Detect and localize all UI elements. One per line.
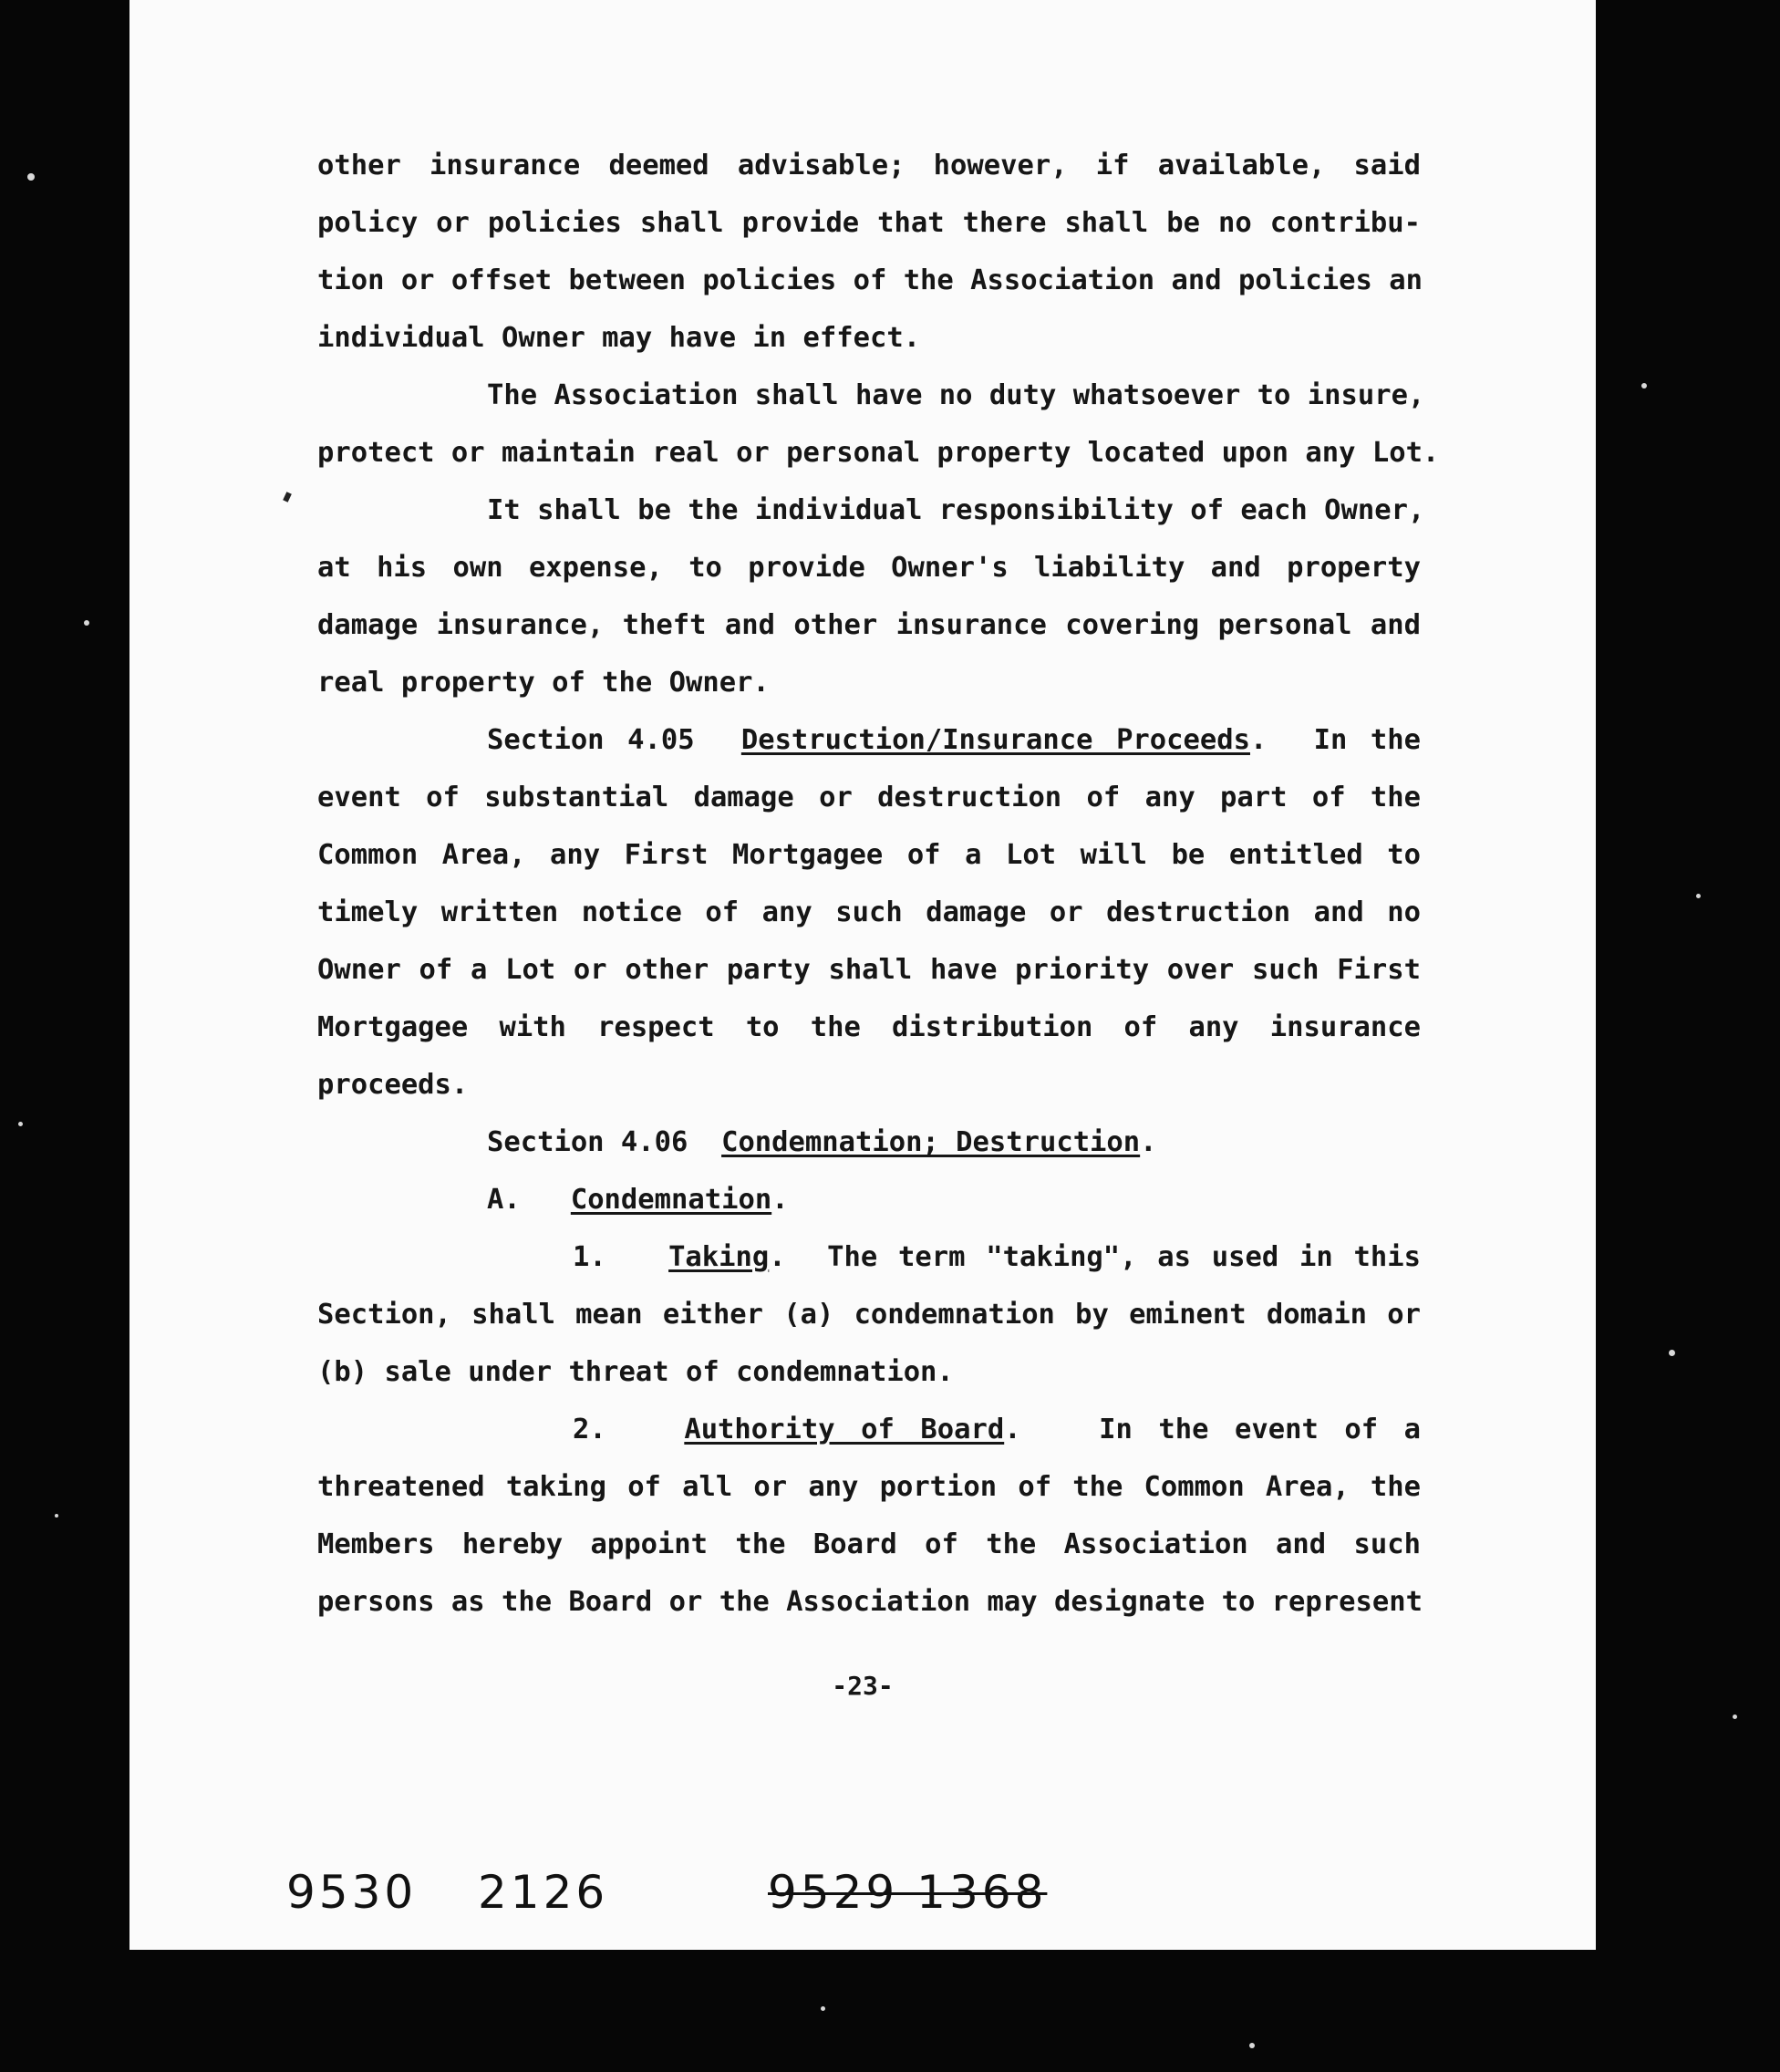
line-suffix: . [771,1184,789,1216]
document-line: proceeds. [317,1069,469,1101]
line-suffix: . In the [1249,724,1422,756]
line-suffix: . The term "taking", as used in this [769,1241,1421,1273]
document-line: at his own expense, to provide Owner's liability and property [317,552,1421,584]
document-line: It shall be the individual responsibility of each Owner, [487,494,1425,526]
document-line: damage insurance, theft and other insurance covering personal and [317,609,1421,641]
scan-speck [1696,894,1701,898]
scan-speck [821,2006,825,2011]
document-line: policy or policies shall provide that there shall be no contribu- [317,207,1421,239]
section-heading: Condemnation [570,1184,772,1216]
section-heading: Taking [668,1241,770,1273]
document-line: tion or offset between policies of the Association and policies an [317,264,1423,296]
document-line [317,1171,1421,1228]
document-line: Mortgagee with respect to the distribution of any insurance [317,1011,1421,1043]
document-line: (b) sale under threat of condemnation. [317,1356,954,1388]
scan-speck [55,1514,58,1518]
document-line: event of substantial damage or destruction of any part of the [317,782,1421,813]
line-suffix: . In the event of a [1004,1414,1421,1445]
line-prefix: 2. [573,1414,685,1445]
document-page [129,0,1596,1950]
scan-speck [18,1122,23,1126]
document-line [317,1401,1421,1458]
scan-speck [1249,2043,1255,2048]
document-line: Owner of a Lot or other party shall have priority over such First [317,954,1421,986]
document-line: threatened taking of all or any portion of the Common Area, the [317,1471,1421,1503]
line-prefix: Section 4.06 [487,1126,722,1158]
scan-speck [1641,383,1647,388]
scan-speck [27,173,35,181]
scan-speck [1669,1350,1675,1356]
document-line: individual Owner may have in effect. [317,322,921,354]
document-line [317,1114,1421,1171]
document-line: timely written notice of any such damage or destruction and no [317,896,1421,928]
document-line: Common Area, any First Mortgagee of a Lot will be entitled to [317,839,1421,871]
line-prefix: 1. [573,1241,669,1273]
margin-mark [283,492,292,502]
line-prefix: A. [487,1184,571,1216]
document-line [317,711,1421,769]
recording-stamp-book: 9530 [286,1866,418,1919]
document-line: The Association shall have no duty whatsoever to insure, [487,379,1425,411]
document-line: protect or maintain real or personal property located upon any Lot. [317,437,1440,469]
section-heading: Authority of Board [684,1414,1005,1445]
document-line [317,1228,1421,1286]
page-number: -23- [832,1671,894,1701]
recording-stamp-page: 2126 [478,1866,609,1919]
recording-stamp-struck: 9529 1368 [768,1866,1048,1919]
document-body [317,137,1440,1631]
line-prefix: Section 4.05 [487,724,741,756]
document-line: Members hereby appoint the Board of the Association and such [317,1528,1421,1560]
document-line: other insurance deemed advisable; however, if available, said [317,150,1421,181]
section-heading: Destruction/Insurance Proceeds [740,724,1250,756]
document-line: persons as the Board or the Association may designate to represent [317,1586,1423,1618]
document-line: Section, shall mean either (a) condemnation by eminent domain or [317,1299,1421,1331]
section-heading: Condemnation; Destruction [721,1126,1141,1158]
line-suffix: . [1140,1126,1157,1158]
scan-speck [84,620,89,626]
scan-speck [1733,1715,1737,1719]
document-line: real property of the Owner. [317,667,770,699]
